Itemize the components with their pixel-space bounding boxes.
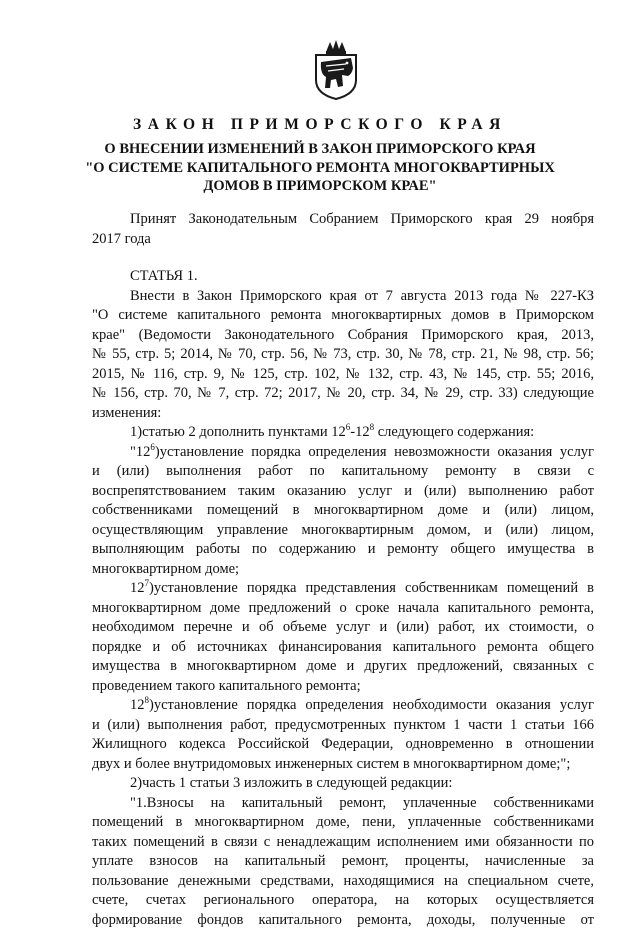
- clause-12-6: [92, 443, 594, 580]
- text-line: Жилищного кодекса Российской Федерации, одновременно в отношении: [92, 735, 594, 755]
- text-line: двух и более внутридомовых инженерных систем в многоквартирном доме;";: [92, 755, 594, 775]
- clause-part-1: [92, 794, 594, 930]
- amendment-item-1: 1)статью 2 дополнить пунктами $12^6-12^8$ следующего содержания:: [92, 423, 594, 443]
- text-line: $12^8)установление$ порядка определения необходимости оказания услуг: [92, 696, 594, 716]
- article-heading: СТАТЬЯ 1.: [92, 267, 594, 287]
- clause-12-8: [92, 696, 594, 774]
- text-line: пользование денежными средствами, находящимися на специальном счете,: [92, 872, 594, 892]
- clause-12-7: [92, 579, 594, 696]
- heading-line: "О СИСТЕМЕ КАПИТАЛЬНОГО РЕМОНТА МНОГОКВАРТИРНЫХ: [80, 159, 560, 178]
- heading-line: ДОМОВ В ПРИМОРСКОМ КРАЕ": [80, 177, 560, 196]
- text-line: многоквартирном доме предложений о сроке начала капитального ремонта,: [92, 599, 594, 619]
- text-line: осуществляющим управление многоквартирным домом, и (или) лицом,: [92, 521, 594, 541]
- text-line: порядке и об источниках финансирования капитального ремонта общего: [92, 638, 594, 658]
- text-line: необходимом перечне и об объеме услуг и (или) работ, их стоимости, о: [92, 618, 594, 638]
- text-line: имущества в многоквартирном доме и других предложений, связанных с: [92, 657, 594, 677]
- text-line: "О системе капитального ремонта многоквартирных домов в Приморском: [92, 306, 594, 326]
- text-line: многоквартирном доме;: [92, 560, 594, 580]
- text-line: $12^7)установление$ порядка представления собственникам помещений в: [92, 579, 594, 599]
- text-line: и (или) выполнения работ по капитальному ремонту в связи с: [92, 462, 594, 482]
- text-line: счете, счетах регионального оператора, на которых осуществляется: [92, 891, 594, 911]
- primorye-coat-of-arms-icon: [312, 38, 360, 100]
- adoption-line: Принят Законодательным Собранием Приморского края 29 ноября: [92, 210, 594, 230]
- text-line: № 156, стр. 70, № 7, стр. 72; 2017, № 20, стр. 34, № 29, стр. 33) следующие: [92, 384, 594, 404]
- text-line: Внести в Закон Приморского края от 7 августа 2013 года № 227-КЗ: [92, 287, 594, 307]
- text-line: уплате взносов на капитальный ремонт, проценты, начисленные за: [92, 852, 594, 872]
- law-title: ЗАКОН ПРИМОРСКОГО КРАЯ: [0, 116, 640, 134]
- text-line: проведением такого капитального ремонта;: [92, 677, 594, 697]
- heading-line: О ВНЕСЕНИИ ИЗМЕНЕНИЙ В ЗАКОН ПРИМОРСКОГО КРАЯ: [80, 140, 560, 159]
- text-line: 2015, № 116, стр. 9, № 125, стр. 102, № 132, стр. 43, № 145, стр. 55; 2016,: [92, 365, 594, 385]
- intro-paragraph: [92, 287, 594, 424]
- text-line: собственниками помещений в многоквартирном доме и (или) лицом,: [92, 501, 594, 521]
- text-line: "1.Взносы на капитальный ремонт, уплаченные собственниками: [92, 794, 594, 814]
- text-line: изменения:: [92, 404, 594, 424]
- text-line: и (или) выполнения работ, предусмотренных пунктом 1 части 1 статьи 166: [92, 716, 594, 736]
- text-line: воспрепятствованием таким оказанию услуг и (или) выполнению работ: [92, 482, 594, 502]
- document-heading: [80, 140, 560, 196]
- adoption-line: 2017 года: [92, 230, 594, 250]
- text-line: выполняющим работы по содержанию и ремонту общего имущества в: [92, 540, 594, 560]
- text-line: формирование фондов капитального ремонта, доходы, полученные от: [92, 911, 594, 930]
- text-line: крае" (Ведомости Законодательного Собрания Приморского края, 2013,: [92, 326, 594, 346]
- text-line: "$12^6)установление$ порядка определения невозможности оказания услуг: [92, 443, 594, 463]
- text-line: № 55, стр. 5; 2014, № 70, стр. 56, № 73, стр. 30, № 78, стр. 21, № 98, стр. 56;: [92, 345, 594, 365]
- document-body: [92, 210, 594, 930]
- text-line: таких помещений в связи с ненадлежащим исполнением ими обязанности по: [92, 833, 594, 853]
- amendment-item-2: 2)часть 1 статьи 3 изложить в следующей редакции:: [92, 774, 594, 794]
- adoption-note: [92, 210, 594, 249]
- text-line: помещений в многоквартирном доме, пени, уплаченные собственниками: [92, 813, 594, 833]
